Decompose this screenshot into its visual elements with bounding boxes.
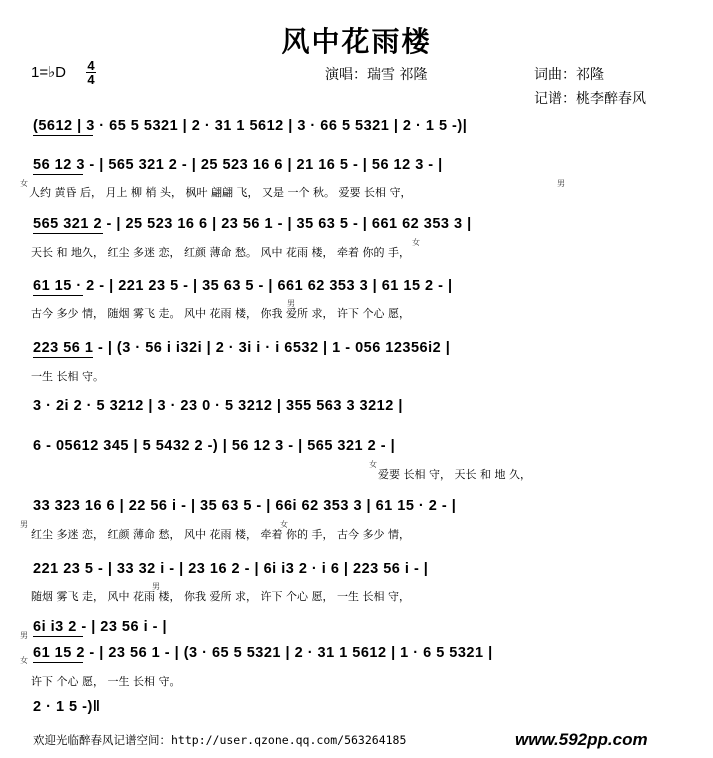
beam-line xyxy=(33,233,103,234)
lyrics-row-8: 红尘 多迷 恋， 红颜 薄命 愁， 风中 花雨 楼， 牵着 你的 手， 古今 多少 情， xyxy=(31,528,410,541)
time-signature xyxy=(86,60,96,85)
lyrics-row-11: 许下 个心 愿， 一生 长相 守。 xyxy=(31,675,181,688)
beam-line xyxy=(33,135,93,136)
transcriber-credit: 记谱：桃李醉春风 xyxy=(534,91,646,107)
lyrics-row-3: 天长 和 地久， 红尘 多迷 恋， 红颜 薄命 愁。 风中 花雨 楼， 牵着 你的 手， xyxy=(31,246,410,259)
key-signature: 1=♭D xyxy=(31,64,67,81)
beam-line xyxy=(33,662,83,663)
brand-logo: www.592pp.com xyxy=(515,730,648,749)
score-row-5: 223 56 1 - | (3 · 56 i i32i | 2 · 3i i · i 6532 | 1 - 056 12356i2 | xyxy=(33,340,451,356)
lyrics-row-4: 古今 多少 情， 随烟 雾飞 走。 风中 花雨 楼， 你我 爱所 求， 许下 个心 愿， xyxy=(31,307,410,320)
score-row-11: 61 15 2 - | 23 56 1 - | (3 · 65 5 5321 | 2 · 31 1 5612 | 1 · 6 5 5321 | xyxy=(33,645,493,661)
score-row-1: (5612 | 3 · 65 5 5321 | 2 · 31 1 5612 | 3 · 66 5 5321 | 2 · 1 5 -)| xyxy=(33,118,468,134)
voice-mark-female: 女 xyxy=(369,460,377,469)
voice-mark-male: 男 xyxy=(20,520,28,529)
voice-mark-male: 男 xyxy=(152,582,160,591)
lyrics-row-2: 人约 黄昏 后， 月上 柳 梢 头， 枫叶 翩翩 飞， 又是 一个 秋。 爱要 长相 守， xyxy=(29,186,412,199)
voice-mark-female: 女 xyxy=(412,238,420,247)
time-signature-top: 4 xyxy=(87,58,95,73)
score-row-9: 221 23 5 - | 33 32 i - | 23 16 2 - | 6i i3 2 · i 6 | 223 56 i - | xyxy=(33,561,429,577)
beam-line xyxy=(33,174,83,175)
score-row-7: 6 - 05612 345 | 5 5432 2 -) | 56 12 3 - | 565 321 2 - | xyxy=(33,438,396,454)
score-row-12: 2 · 1 5 -)‖ xyxy=(33,699,101,715)
composer-credit: 词曲：祁隆 xyxy=(534,67,604,83)
score-row-6: 3 · 2i 2 · 5 3212 | 3 · 23 0 · 5 3212 | 355 563 3 3212 | xyxy=(33,398,403,414)
voice-mark-male: 男 xyxy=(557,179,565,188)
beam-line xyxy=(33,295,83,296)
song-title: 风中花雨楼 xyxy=(281,25,432,58)
score-row-4: 61 15 · 2 - | 221 23 5 - | 35 63 5 - | 661 62 353 3 | 61 15 2 - | xyxy=(33,278,453,294)
lyrics-row-7: 爱要 长相 守， 天长 和 地 久， xyxy=(378,468,531,481)
voice-mark-male: 男 xyxy=(20,631,28,640)
voice-mark-female: 女 xyxy=(280,520,288,529)
footer-text: 欢迎光临醉春风记谱空间：http://user.qzone.qq.com/563264185 xyxy=(33,733,407,747)
voice-mark-female: 女 xyxy=(20,179,28,188)
score-row-2: 56 12 3 - | 565 321 2 - | 25 523 16 6 | 21 16 5 - | 56 12 3 - | xyxy=(33,157,443,173)
voice-mark-female: 女 xyxy=(20,656,28,665)
score-row-3: 565 321 2 - | 25 523 16 6 | 23 56 1 - | 35 63 5 - | 661 62 353 3 | xyxy=(33,216,472,232)
singer-credit: 演唱：瑞雪 祁隆 xyxy=(325,67,428,83)
voice-mark-male: 男 xyxy=(287,299,295,308)
time-signature-bottom: 4 xyxy=(87,72,95,87)
beam-line xyxy=(33,636,83,637)
lyrics-row-5: 一生 长相 守。 xyxy=(31,370,104,383)
score-row-10: 6i i3 2 - | 23 56 i - | xyxy=(33,619,168,635)
beam-line xyxy=(33,357,93,358)
lyrics-row-9: 随烟 雾飞 走， 风中 花雨 楼， 你我 爱所 求， 许下 个心 愿， 一生 长相 守， xyxy=(31,590,410,603)
score-row-8: 33 323 16 6 | 22 56 i - | 35 63 5 - | 66i 62 353 3 | 61 15 · 2 - | xyxy=(33,498,457,514)
